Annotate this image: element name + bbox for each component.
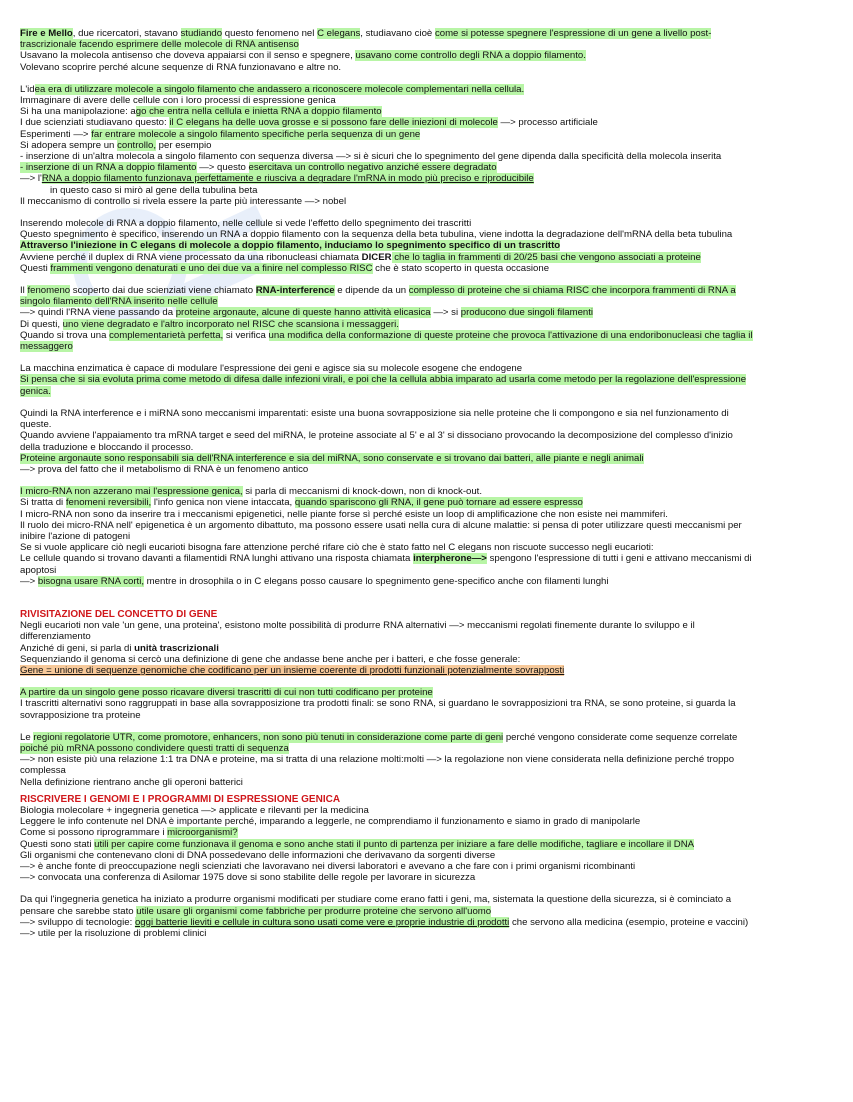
text-line	[20, 805, 820, 816]
text-line	[20, 765, 820, 776]
text-line	[20, 330, 820, 341]
text-segment: Si adopera sempre un	[20, 139, 118, 151]
text-segment: Quando avviene l'appaiamento tra mRNA target e seed del miRNA, le proteine associate al 5' e al 3' si dissociano provocando la decomposizione del complesso d'inizio	[20, 430, 733, 442]
text-segment: Biologia molecolare + ingegneria genetica —> applicate e rilevanti per la medicina	[20, 804, 369, 816]
text-line	[20, 285, 820, 296]
text-segment: Questo spegnimento è specifico, inserendo un RNA a doppio filamento con la sequenza della beta tubulina, viene indotta la degradazione dell'mRNA della beta tubulina	[20, 229, 733, 241]
paragraph-gap	[20, 721, 820, 732]
text-segment: unità trascrizionali	[134, 642, 219, 654]
text-line	[20, 39, 820, 50]
text-segment: —> quindi l'RNA viene passando da	[20, 307, 176, 319]
text-line	[20, 698, 820, 709]
text-segment: —> è anche fonte di preoccupazione negli scienziati che lavoravano nei diversi laboratori e avevano a che fare con i primi organismi ricombinanti	[20, 861, 636, 872]
text-segment: una modifica della conformazione di queste proteine che provoca l'attivazione di una endoribonucleasi che taglia il	[268, 329, 753, 341]
text-segment: far entrare molecole a singolo filamento specifiche perla sequenza di un gene	[91, 128, 421, 140]
text-segment: I micro-RNA non sono da inserire tra i meccanismi epigenetici, nelle piante forse sì perché esiste un loop di amplificazione che non esiste nei mammiferi.	[20, 508, 668, 520]
text-line	[20, 196, 820, 207]
text-line	[20, 839, 820, 850]
text-segment: Si pensa che si sia evoluta prima come metodo di difesa dalle infezioni virali, e poi che la cellula abbia imparato ad usarla come metodo per la regolazione dell'espressione	[20, 374, 747, 386]
text-line	[20, 665, 820, 676]
text-segment: Le	[20, 731, 34, 743]
text-line	[20, 542, 820, 553]
text-segment: utile usare gli organismi come fabbriche per produrre proteine che servono all'uomo	[136, 905, 492, 917]
text-segment: C elegans	[317, 28, 361, 39]
text-line	[20, 620, 820, 631]
text-segment: differenziamento	[20, 631, 91, 643]
text-segment: Quando si trova una	[20, 329, 110, 341]
text-segment: , studiavano cioè	[360, 28, 435, 39]
text-segment: proteine argonaute, alcune di queste hanno attività elicasica	[175, 307, 431, 319]
text-line	[20, 62, 820, 73]
text-segment: - inserzione di un'altra molecola a singolo filamento con sequenza diversa —> si è sicuri che lo spegnimento del gene dipenda dalla specificità della molecola inserita	[20, 151, 722, 163]
text-segment: Questi sono stati	[20, 838, 95, 850]
text-line	[20, 296, 820, 307]
text-segment: si verifica	[223, 329, 269, 341]
text-segment: oggi batterie lieviti e cellule in cultura sono usati come vere e proprie industrie di prodotti	[134, 916, 510, 928]
text-line	[20, 95, 820, 106]
text-line	[20, 263, 820, 274]
text-line	[20, 408, 820, 419]
text-segment: fenomeni reversibili,	[65, 497, 152, 509]
text-line	[20, 794, 820, 805]
text-line	[20, 486, 820, 497]
text-segment: trascrizionale facendo esprimere delle molecole di RNA antisenso	[20, 39, 299, 51]
text-line	[20, 643, 820, 654]
text-segment: Volevano scoprire perché alcune sequenze di RNA funzionavano e altre no.	[20, 61, 342, 73]
text-line	[20, 850, 820, 861]
text-segment: Anziché di geni, si parla di	[20, 642, 135, 654]
text-line	[20, 710, 820, 721]
document-page	[20, 28, 820, 939]
text-line	[20, 777, 820, 788]
text-segment: DICER	[361, 251, 392, 263]
text-segment: Si tratta di	[20, 497, 66, 509]
text-line	[20, 453, 820, 464]
text-line	[20, 509, 820, 520]
text-segment: come si potesse spegnere l'espressione di un gene a livello post-	[434, 28, 712, 39]
text-segment: per esempio	[156, 139, 212, 151]
text-segment: —> l'	[20, 173, 42, 185]
text-segment: —> processo artificiale	[497, 117, 598, 129]
text-line	[20, 917, 820, 928]
text-segment: RNA a doppio filamento funzionava perfettamente e riusciva a degradare l'mRNA in modo più preciso e riproducibile	[41, 173, 534, 185]
text-line	[20, 307, 820, 318]
text-segment: Se si vuole applicare ciò negli eucarioti bisogna fare attenzione perché rifare ciò che è stato fatto nel C elegans non riscuote successo negli eucarioti:	[20, 542, 654, 554]
text-segment: L'id	[20, 83, 35, 95]
text-segment: scoperto dai due scienziati viene chiamato	[70, 285, 256, 297]
text-segment: Si ha una manipolazione: a	[20, 106, 136, 118]
paragraph-gap	[20, 883, 820, 894]
text-segment: interpherone—>	[413, 553, 487, 565]
text-line	[20, 743, 820, 754]
text-line	[20, 497, 820, 508]
text-segment: questo fenomeno nel	[222, 28, 318, 39]
text-segment: - inserzione di un RNA a doppio filamento	[20, 162, 197, 174]
text-line	[20, 229, 820, 240]
paragraph-gap	[20, 598, 820, 609]
paragraph-gap	[20, 274, 820, 285]
text-segment: controllo,	[117, 139, 156, 151]
text-segment: esercitava un controllo negativo anziché essere degradato	[248, 162, 497, 174]
text-line	[20, 28, 820, 39]
text-segment: genica.	[20, 385, 51, 397]
text-line	[20, 129, 820, 140]
text-line	[20, 117, 820, 128]
text-segment: —> non esiste più una relazione 1:1 tra DNA e proteine, ma si tratta di una relazione molti:molti —> la regolazione non viene considerata nella definizione perché troppo	[20, 754, 735, 766]
text-segment: Proteine argonaute sono responsabili sia dell'RNA interference e sia del miRNA, sono conservate e si trovano dai batteri, alle piante e negli animali	[20, 452, 644, 464]
text-segment: I trascritti alternativi sono raggruppati in base alla sovrapposizione tra prodotti finali: se sono RNA, si guardano le sovrapposizioni tra RNA, se sono proteine, si guarda la	[20, 698, 736, 710]
text-segment: Immaginare di avere delle cellule con i loro processi di espressione genica	[20, 95, 336, 107]
text-segment: I due scienziati studiavano questo:	[20, 117, 170, 129]
text-line	[20, 520, 820, 531]
text-segment: che servono alla medicina (esempio, proteine e vaccini)	[509, 916, 749, 928]
paragraph-gap	[20, 397, 820, 408]
text-line	[20, 861, 820, 872]
text-line	[20, 654, 820, 665]
text-line	[20, 464, 820, 475]
text-line	[20, 531, 820, 542]
text-segment: Nella definizione rientrano anche gli operoni batterici	[20, 776, 243, 788]
text-segment: Gli organismi che contenevano cloni di DNA possedevano delle informazioni che derivavano da sorgenti diverse	[20, 849, 496, 861]
text-segment: Di questi,	[20, 318, 63, 330]
text-line	[20, 363, 820, 374]
text-segment: Leggere le info contenute nel DNA è importante perché, imparando a leggerle, ne comprendiamo il funzionamento e siamo in grado di manipolarle	[20, 816, 641, 828]
text-segment: —>	[20, 575, 38, 587]
text-segment: studiando	[180, 28, 223, 39]
text-line	[20, 442, 820, 453]
text-segment: Il ruolo dei micro-RNA nell' epigenetica è un argomento dibattuto, ma possono essere usati nella cura di alcune malattie: si pensa di poter utilizzare questi meccanismi per	[20, 519, 742, 531]
text-line	[20, 319, 820, 330]
text-segment: complesso di proteine che si chiama RISC che incorpora frammenti di RNA a	[408, 285, 736, 297]
text-segment: apoptosi	[20, 564, 57, 576]
text-segment: —> questo	[196, 162, 249, 174]
text-line	[20, 872, 820, 883]
text-segment: Come si possono riprogrammare i	[20, 827, 168, 839]
text-line	[20, 419, 820, 430]
text-segment: queste.	[20, 419, 52, 431]
text-segment: regioni regolatorie UTR, come promotore, enhancers, non sono più tenuti in considerazione come parte di geni	[33, 731, 504, 743]
text-segment: che è stato scoperto in questa occasione	[372, 262, 550, 274]
text-segment: complementarietà perfetta,	[109, 329, 224, 341]
text-line	[20, 609, 820, 620]
text-segment: quando spariscono gli RNA, il gene può tornare ad essere espresso	[294, 497, 583, 509]
text-line	[20, 386, 820, 397]
text-line	[20, 906, 820, 917]
text-line	[20, 894, 820, 905]
text-segment: singolo filamento dell'RNA inserito nelle cellule	[20, 296, 218, 308]
text-segment: I micro-RNA non azzerano mai l'espressione genica,	[20, 486, 243, 498]
text-segment: microorganismi?	[167, 827, 238, 839]
section-heading: RISCRIVERE I GENOMI E I PROGRAMMI DI ESPRESSIONE GENICA	[20, 793, 341, 805]
text-segment: utili per capire come funzionava il genoma e sono anche stati il punto di partenza per iniziare a fare delle modifiche, tagliare e incollare il DNA	[94, 838, 695, 850]
text-segment: Fire e Mello	[20, 28, 73, 39]
text-segment: Avviene perché il duplex di RNA viene processato da una ribonucleasi chiamata	[20, 251, 362, 263]
text-segment: RNA-interference	[255, 285, 335, 297]
text-line	[20, 84, 820, 95]
text-line	[20, 341, 820, 352]
text-line	[20, 816, 820, 827]
text-line	[20, 374, 820, 385]
text-segment: Da qui l'ingegneria genetica ha iniziato a produrre organismi modificati per studiare come erano fatti i geni, ma, sistemata la questione della sicurezza, si è cominciato a	[20, 894, 732, 906]
text-segment: Usavano la molecola antisenso che doveva appaiarsi con il senso e spegnere,	[20, 50, 356, 62]
text-segment: fenomeno	[27, 285, 71, 297]
text-segment: Attraverso l'iniezione in C elegans di molecole a doppio filamento, induciamo lo spegnimento specifico di un trascritto	[20, 240, 561, 252]
paragraph-gap	[20, 475, 820, 486]
text-segment: Quindi la RNA interference e i miRNA sono meccanismi imparentati: esiste una buona sovrapposizione sia nelle proteine che li compongono e sia nel funzionamento di	[20, 407, 729, 419]
text-line	[20, 565, 820, 576]
text-line	[20, 50, 820, 61]
text-segment: Questi	[20, 262, 51, 274]
text-segment: complessa	[20, 765, 66, 777]
text-segment: spengono l'espressione di tutti i geni e attivano meccanismi di	[486, 553, 752, 565]
text-segment: il C elegans ha delle uova grosse e si possono fare delle iniezioni di molecole	[169, 117, 498, 129]
text-segment: —> convocata una conferenza di Asilomar 1975 dove si sono stabilite delle regole per lavorare in sicurezza	[20, 872, 476, 884]
text-segment: , due ricercatori, stavano	[72, 28, 181, 39]
text-segment: Il meccanismo di controllo si rivela essere la parte più interessante —> nobel	[20, 195, 347, 207]
text-segment: usavano come controllo degli RNA a doppio filamento.	[355, 50, 586, 62]
text-segment: sovrapposizione tra proteine	[20, 709, 141, 721]
text-line	[20, 430, 820, 441]
text-line	[20, 827, 820, 838]
paragraph-gap	[20, 73, 820, 84]
text-segment: perché vengono considerate come sequenze correlate	[503, 731, 738, 743]
text-line	[20, 185, 820, 196]
text-segment: go che entra nella cellula e inietta RNA a doppio filamento	[135, 106, 382, 118]
text-segment: mentre in drosophila o in C elegans posso causare lo spegnimento gene-specifico anche con filamenti lunghi	[144, 575, 609, 587]
text-segment: Inserendo molecole di RNA a doppio filamento, nelle cellule si vede l'effetto dello spegnimento dei trascritti	[20, 218, 472, 230]
text-line	[20, 240, 820, 251]
paragraph-gap	[20, 352, 820, 363]
section-heading: RIVISITAZIONE DEL CONCETTO DI GENE	[20, 608, 218, 620]
paragraph-gap	[20, 207, 820, 218]
text-segment: Le cellule quando si trovano davanti a filamentidi RNA lunghi attivano una risposta chiamata	[20, 553, 414, 565]
text-line	[20, 553, 820, 564]
text-segment: Esperimenti —>	[20, 128, 92, 140]
text-segment: Gene = unione di sequenze genomiche che codificano per un insieme coerente di prodotti funzionali potenzialmente sovrapposti	[20, 664, 565, 676]
text-segment: in questo caso si mirò al gene della tubulina beta	[50, 184, 258, 196]
text-segment: uno viene degradato e l'altro incorporato nel RISC che scansiona i messaggeri.	[62, 318, 399, 330]
text-segment: La macchina enzimatica è capace di modulare l'espressione dei geni e agisce sia su molecole esogene che endogene	[20, 363, 523, 375]
text-line	[20, 162, 820, 173]
text-line	[20, 106, 820, 117]
text-segment: Sequenziando il genoma si cercò una definizione di gene che andasse bene anche per i batteri, e che fosse generale:	[20, 653, 521, 665]
text-segment: l'info genica non viene intaccata,	[151, 497, 295, 509]
text-segment: frammenti vengono denaturati e uno dei due va a finire nel complesso RISC	[50, 262, 373, 274]
text-line	[20, 576, 820, 587]
text-line	[20, 631, 820, 642]
text-line	[20, 151, 820, 162]
text-segment: messaggero	[20, 341, 73, 353]
paragraph-gap	[20, 676, 820, 687]
text-segment: e dipende da un	[334, 285, 409, 297]
text-segment: pensare che sarebbe stato	[20, 905, 137, 917]
text-segment: che lo taglia in frammenti di 20/25 basi che vengono associati a proteine	[391, 251, 701, 263]
text-segment: —> utile per la risoluzione di problemi clinici	[20, 928, 207, 940]
text-line	[20, 732, 820, 743]
text-segment: —> sviluppo di tecnologie:	[20, 916, 135, 928]
text-segment: —> prova del fatto che il metabolismo di RNA è un fenomeno antico	[20, 463, 309, 475]
text-line	[20, 928, 820, 939]
text-line	[20, 173, 820, 184]
text-segment: poiché più mRNA possono condividere questi tratti di sequenza	[20, 742, 289, 754]
text-segment: bisogna usare RNA corti,	[37, 575, 144, 587]
text-segment: —> si	[430, 307, 461, 319]
text-segment: Il	[20, 285, 28, 297]
text-segment: Negli eucarioti non vale 'un gene, una proteina', esistono molte possibilità di produrre RNA alternativi —> meccanismi regolati finemente durante lo sviluppo e il	[20, 620, 695, 632]
text-segment: inibire l'azione di patogeni	[20, 530, 131, 542]
text-line	[20, 140, 820, 151]
text-segment: A partire da un singolo gene posso ricavare diversi trascritti di cui non tutti codificano per proteine	[20, 687, 433, 699]
text-line	[20, 687, 820, 698]
text-line	[20, 252, 820, 263]
text-segment: producono due singoli filamenti	[460, 307, 594, 319]
text-segment: ea era di utilizzare molecole a singolo filamento che andassero a riconoscere molecole complementari nella cellula.	[34, 83, 525, 95]
text-segment: della traduzione e bloccando il processo.	[20, 441, 194, 453]
text-line	[20, 218, 820, 229]
text-line	[20, 754, 820, 765]
text-segment: si parla di meccanismi di knock-down, non di knock-out.	[242, 486, 483, 498]
paragraph-gap	[20, 587, 820, 598]
